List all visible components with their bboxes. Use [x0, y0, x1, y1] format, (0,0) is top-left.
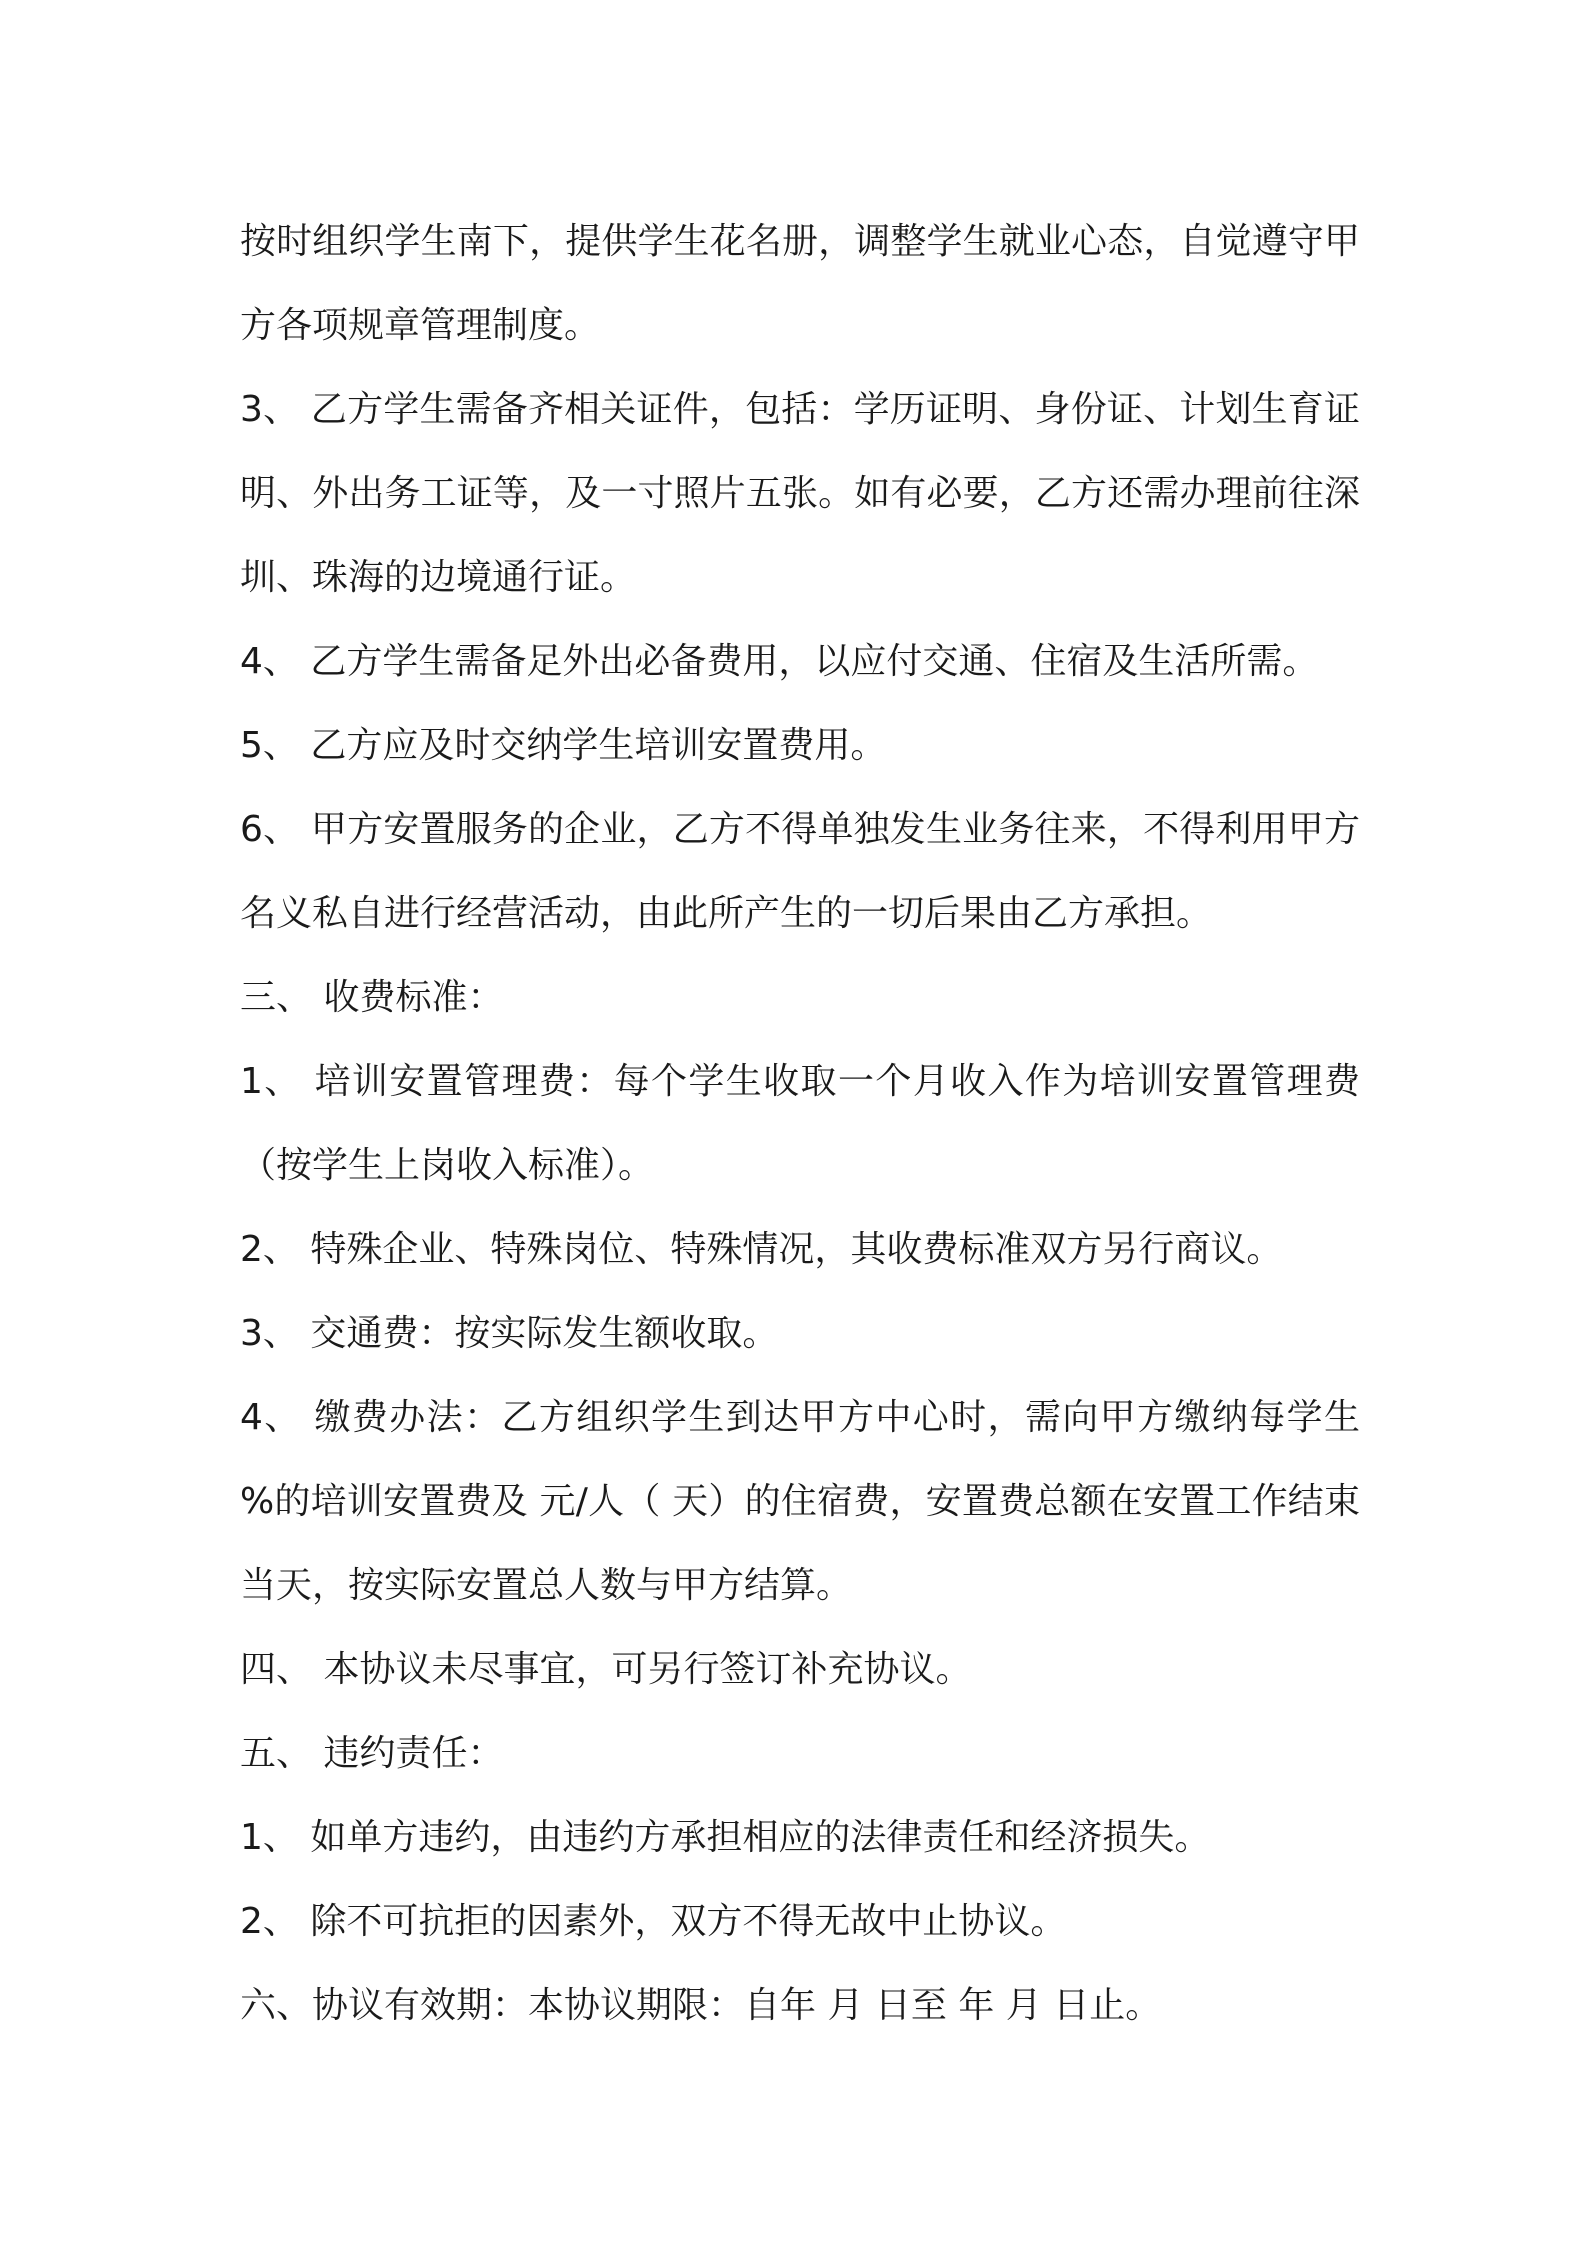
- section-heading-validity: 六、协议有效期：本协议期限：自年 月 日至 年 月 日止。: [240, 1985, 1162, 2026]
- paragraph-obligation-continued: 按时组织学生南下，提供学生花名册，调整学生就业心态，自觉遵守甲方各项规章管理制度。: [240, 221, 1360, 346]
- paragraph-breach-2: 2、 除不可抗拒的因素外，双方不得无故中止协议。: [240, 1901, 1067, 1942]
- paragraph-fee-4-payment: 4、 缴费办法：乙方组织学生到达甲方中心时，需向甲方缴纳每学生 %的培训安置费及 元/人（ 天）的住宿费，安置费总额在安置工作结束当天，按实际安置总人数与甲方结算。: [240, 1397, 1372, 1606]
- paragraph-clause-3-documents: 3、 乙方学生需备齐相关证件，包括：学历证明、身份证、计划生育证明、外出务工证等，及一寸照片五张。如有必要，乙方还需办理前往深圳、珠海的边境通行证。: [240, 389, 1360, 598]
- paragraph-clause-6-business: 6、 甲方安置服务的企业，乙方不得单独发生业务往来，不得利用甲方名义私自进行经营活动，由此所产生的一切后果由乙方承担。: [240, 809, 1360, 934]
- paragraph-fee-3-transport: 3、 交通费：按实际发生额收取。: [240, 1313, 779, 1354]
- paragraph-fee-2-special: 2、 特殊企业、特殊岗位、特殊情况，其收费标准双方另行商议。: [240, 1229, 1283, 1270]
- section-heading-supplementary: 四、 本协议未尽事宜，可另行签订补充协议。: [240, 1649, 972, 1690]
- paragraph-fee-1-management: 1、 培训安置管理费：每个学生收取一个月收入作为培训安置管理费（按学生上岗收入标准）。: [240, 1061, 1360, 1186]
- paragraph-clause-5-fees: 5、 乙方应及时交纳学生培训安置费用。: [240, 725, 887, 766]
- section-heading-breach: 五、 违约责任：: [240, 1733, 504, 1774]
- section-heading-fee-standard: 三、 收费标准：: [240, 977, 504, 1018]
- paragraph-clause-4-expenses: 4、 乙方学生需备足外出必备费用，以应付交通、住宿及生活所需。: [240, 641, 1319, 682]
- document-body: [240, 200, 1372, 2048]
- paragraph-breach-1: 1、 如单方违约，由违约方承担相应的法律责任和经济损失。: [240, 1817, 1211, 1858]
